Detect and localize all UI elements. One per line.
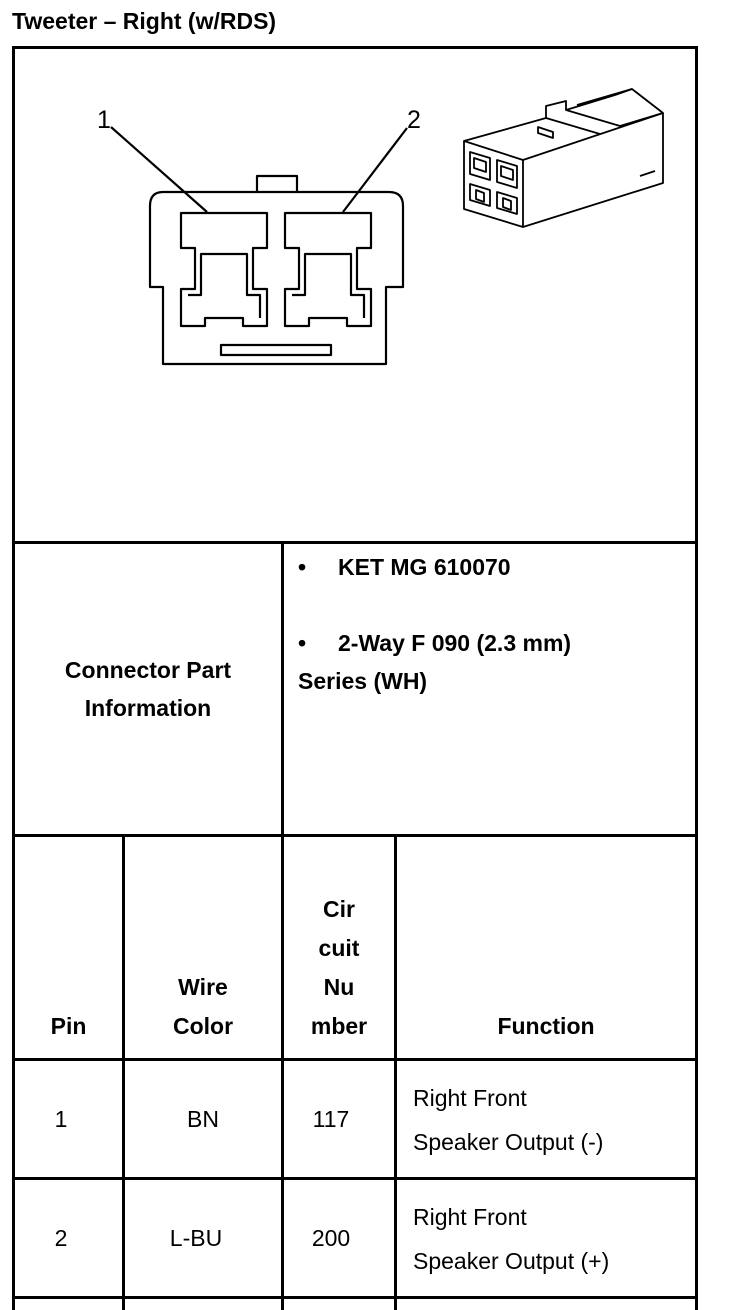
- header-wire-color: Wire Color: [172, 974, 234, 1039]
- part-number-item: [298, 548, 693, 586]
- table-row-1-wire-color: BN: [187, 1106, 219, 1132]
- connector-part-info-label: [15, 544, 281, 834]
- connector-face-view: [150, 176, 403, 364]
- pin-2-label: 2: [407, 106, 421, 134]
- description-item: [298, 624, 693, 662]
- pin-1-leader-line: [111, 127, 207, 212]
- table-row-2-circuit: 200: [311, 1225, 351, 1251]
- header-function: Function: [497, 1013, 595, 1039]
- table-row-1-circuit: 117: [312, 1106, 350, 1132]
- pin-1-label: 1: [97, 106, 111, 134]
- divider: [12, 834, 698, 837]
- header-circuit-number: Cir cuit Nu mber: [310, 896, 368, 1039]
- part-number: KET MG 610070: [338, 554, 511, 580]
- connector-part-info-details: [298, 548, 693, 700]
- description-line: Series (WH): [298, 668, 428, 694]
- label-line: Connector Part: [64, 657, 232, 683]
- description-line: 2-Way F 090 (2.3 mm): [338, 630, 572, 656]
- connector-isometric-view: [464, 89, 663, 227]
- bullet: •: [298, 554, 307, 580]
- table-row-2-wire-color: L-BU: [169, 1225, 223, 1251]
- bullet: •: [298, 630, 307, 656]
- header-pin: Pin: [50, 1013, 87, 1039]
- page-title: Tweeter – Right (w/RDS): [12, 8, 277, 34]
- table-row-1-function: Right Front Speaker Output (-): [413, 1084, 604, 1155]
- connector-diagram: [15, 49, 695, 541]
- table-row-1-pin: 1: [54, 1106, 68, 1132]
- table-row-2-function: Right Front Speaker Output (+): [413, 1203, 610, 1274]
- label-line: Information: [84, 695, 212, 721]
- table-row-2-pin: 2: [54, 1225, 68, 1251]
- pin-2-leader-line: [343, 128, 407, 212]
